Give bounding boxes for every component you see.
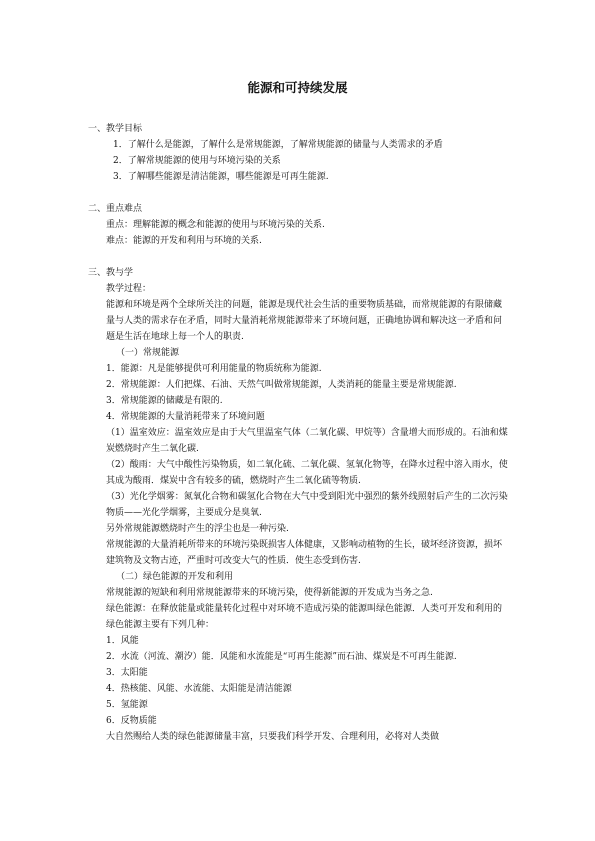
paragraph: 常规能源的大量消耗所带来的环境污染既损害人体健康，又影响动植物的生长，破坏经济资源，损坏建筑物及文物古迹，严重时可改变大气的性质．使生态受到伤害. [106,540,503,566]
paragraph: 4．常规能源的大量消耗带来了环境问题 [106,412,265,422]
objective-item: 1．了解什么是能源，了解什么是常规能源，了解常规能源的储量与人类需求的矛盾 [113,140,443,150]
section-heading-key-points: 二、重点难点 [88,204,143,214]
list-item: 6．反物质能 [106,716,157,726]
process-label: 教学过程： [106,284,152,294]
effect-paragraph: （1）温室效应：温室效应是由于大气里温室气体（二氧化碳、甲烷等）含量增大而形成的。石油和煤炭燃烧时产生二氧化碳. [106,428,508,454]
effect-paragraph: （3）光化学烟雾：氮氧化合物和碳氢化合物在大气中受到阳光中强烈的紫外线照射后产生的二次污染物质——光化学烟雾，主要成分是臭氧. [106,492,508,518]
objective-item: 2．了解常规能源的使用与环境污染的关系 [113,156,281,166]
subsection-heading-green-energy: （二）绿色能源的开发和利用 [116,572,234,582]
document-body [88,121,508,745]
spacer [88,249,508,265]
paragraph: 2．常规能源：人们把煤、石油、天然气叫做常规能源，人类消耗的能量主要是常规能源. [106,380,457,390]
difficulty-point: 难点：能源的开发和利用与环境的关系. [106,236,262,246]
effect-paragraph: （2）酸雨：大气中酸性污染物质，如二氧化硫、二氧化碳、氢氧化物等，在降水过程中溶入雨水，使其成为酸雨．煤炭中含有较多的硫，燃烧时产生二氧化硫等物质. [106,460,508,486]
list-item: 1．风能 [106,636,139,646]
intro-paragraph [88,297,508,345]
list-item: 3．太阳能 [106,668,148,678]
intro-text: 能源和环境是两个全球所关注的问题，能源是现代社会生活的重要物质基础，而常规能源的有限储藏量与人类的需求存在矛盾，同时大量消耗常规能源带来了环境问题，正确地协调和解决这一矛盾和问题是生活在地球上每一个人的职责. [106,300,503,342]
list-item: 2．水流（河流、潮汐）能．风能和水流能是“可再生能源”而石油、煤炭是不可再生能源. [106,652,457,662]
paragraph: 3．常规能源的储藏是有限的. [106,396,223,406]
objective-item: 3．了解哪些能源是清洁能源，哪些能源是可再生能源. [113,172,329,182]
section-heading-objectives: 一、教学目标 [88,124,143,134]
section-heading-teaching: 三、教与学 [88,268,134,278]
paragraph: 常规能源的短缺和利用常规能源带来的环境污染，使得新能源的开发成为当务之急. [106,588,433,598]
paragraph: 另外常规能源燃烧时产生的浮尘也是一种污染. [106,524,289,534]
page-title: 能源和可持续发展 [247,80,348,95]
subsection-heading-conventional: （一）常规能源 [116,348,180,358]
list-item: 4．热核能、风能、水流能、太阳能是清洁能源 [106,684,292,694]
key-point: 重点：理解能源的概念和能源的使用与环境污染的关系. [106,220,325,230]
paragraph: 大自然赐给人类的绿色能源储量丰富，只要我们科学开发、合理利用，必将对人类做 [106,732,440,742]
spacer [88,185,508,201]
paragraph: 1．能源：凡是能够提供可利用能量的物质统称为能源. [106,364,322,374]
list-item: 5．氢能源 [106,700,148,710]
paragraph: 绿色能源：在释放能量或能量转化过程中对环境不造成污染的能源叫绿色能源．人类可开发和利用的绿色能源主要有下列几种： [106,604,503,630]
